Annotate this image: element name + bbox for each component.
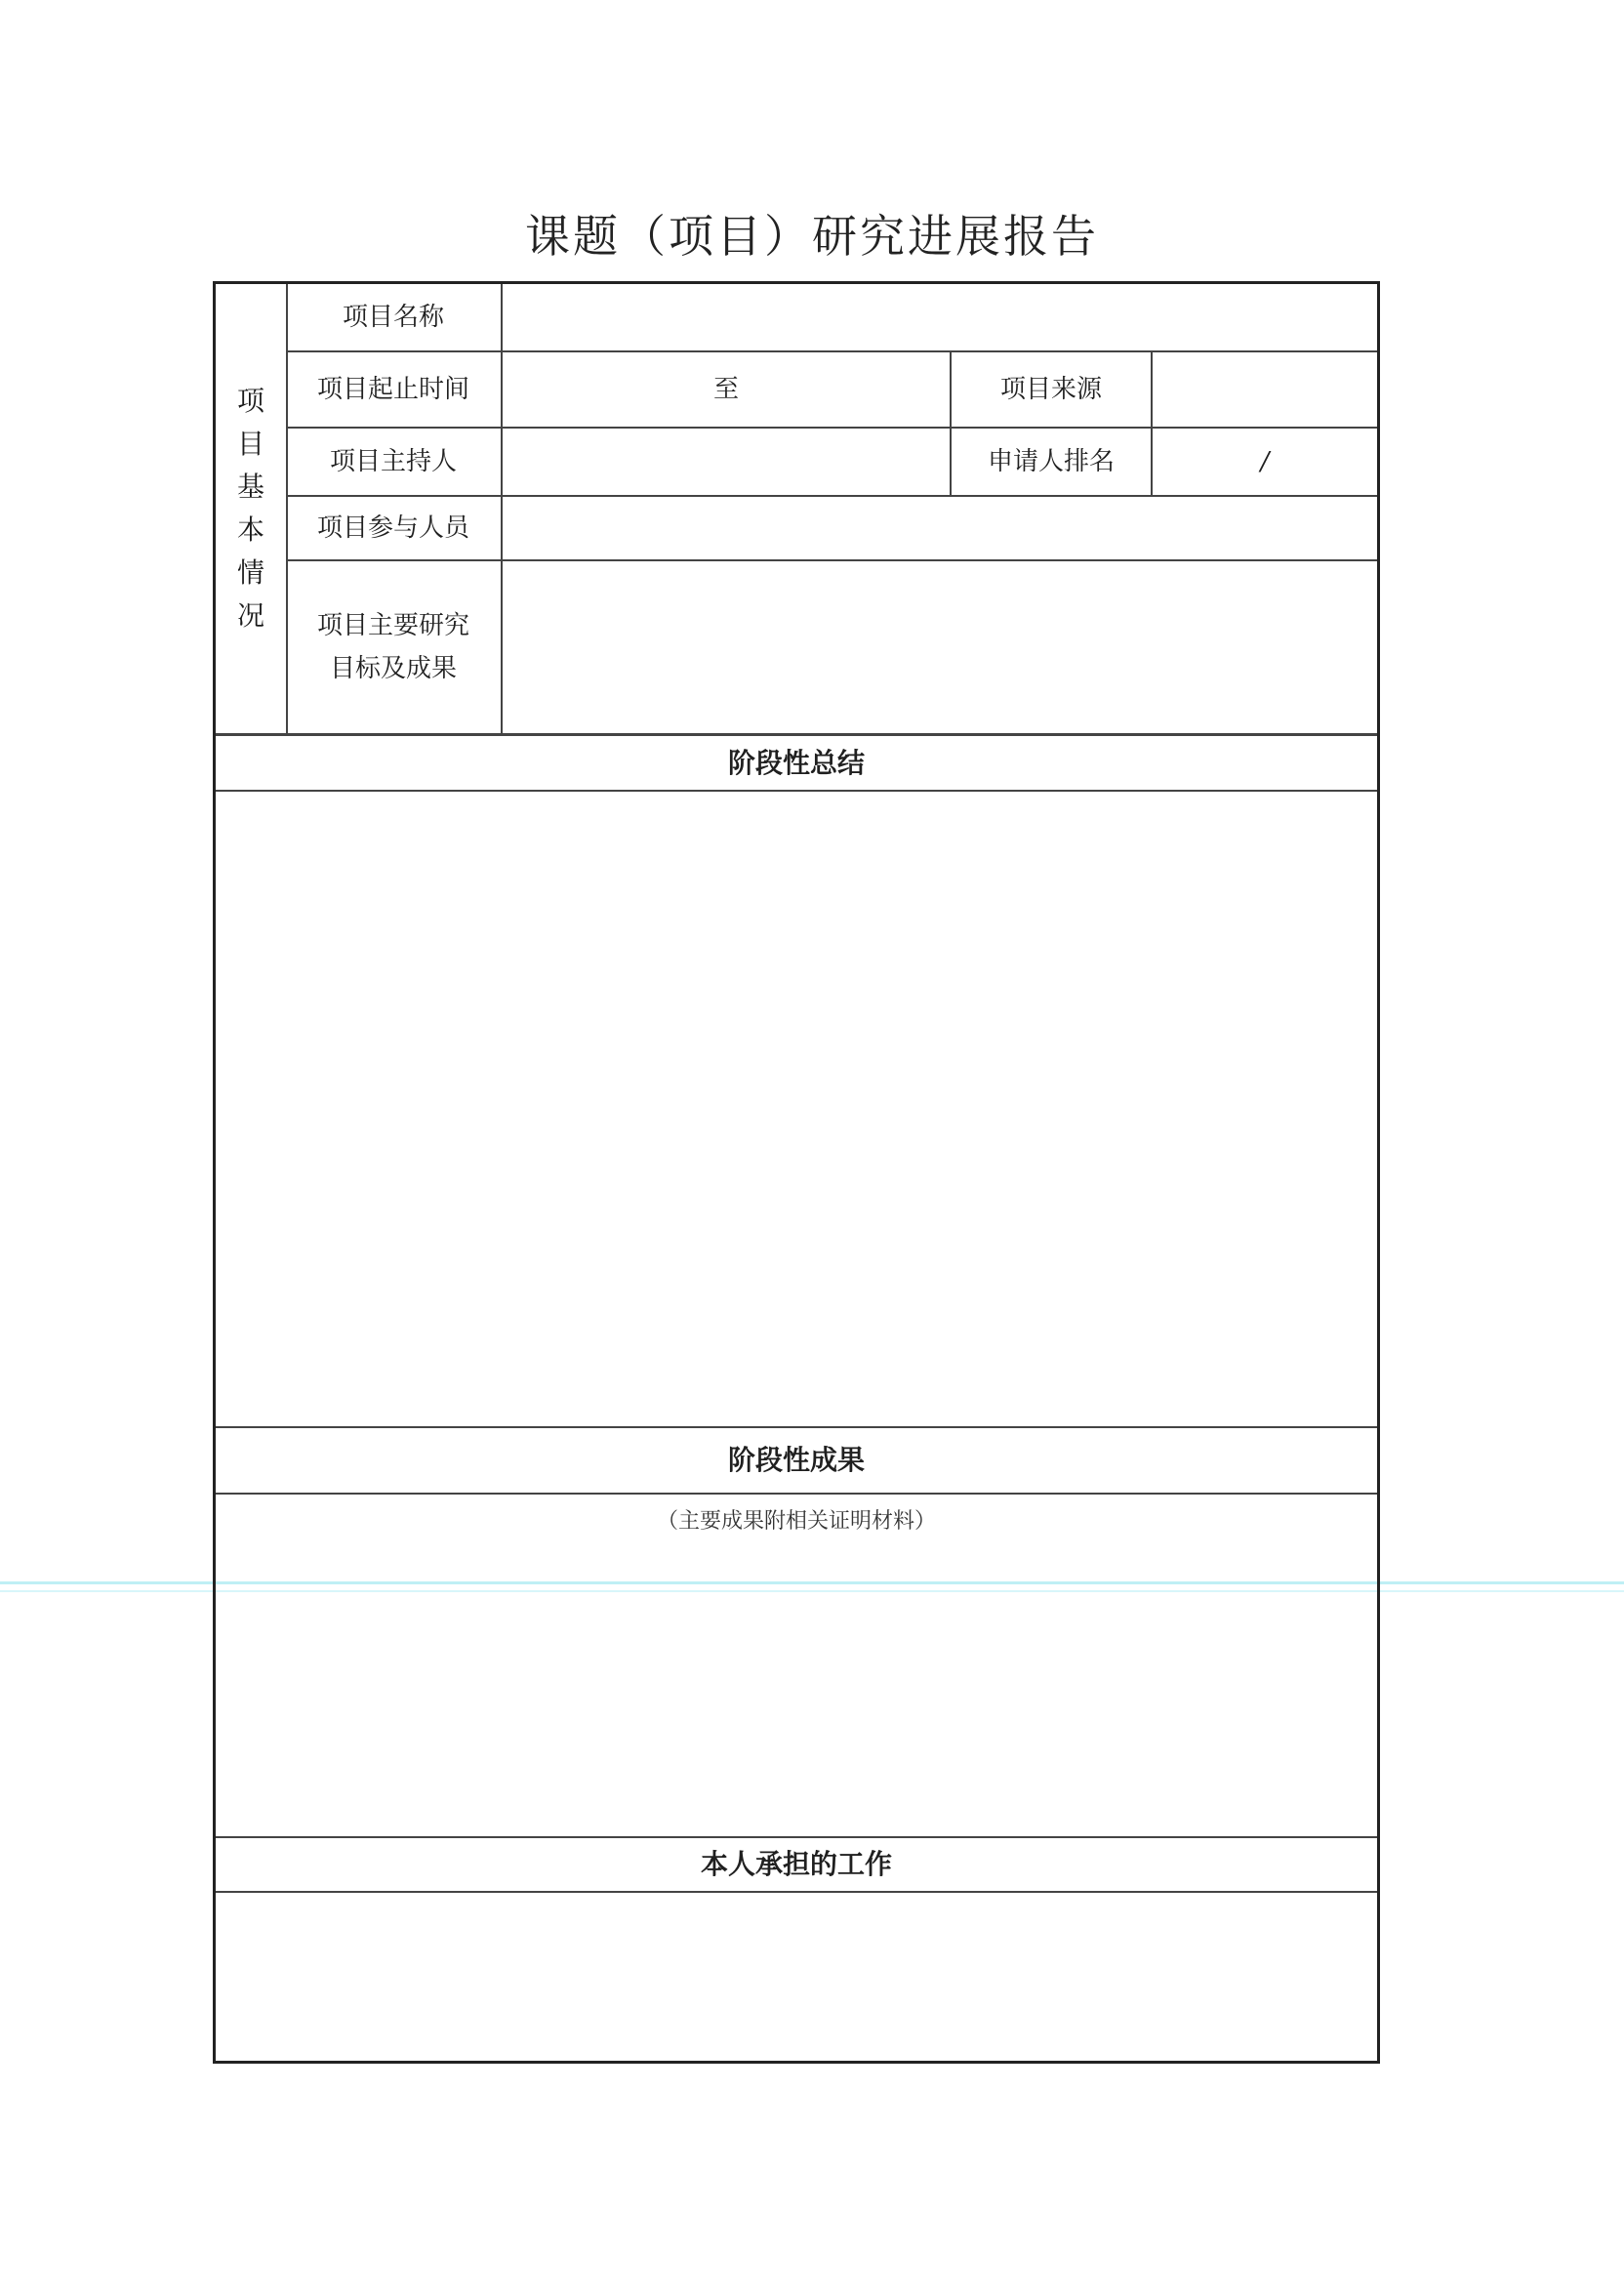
section-label-char: 目: [236, 428, 264, 460]
participants-label: 项目参与人员: [316, 513, 469, 543]
applicant-rank-label: 申请人排名: [987, 447, 1115, 476]
research-goals-label-line1: 项目主要研究: [316, 611, 469, 640]
research-goals-label: [286, 561, 501, 733]
participants-field[interactable]: [503, 497, 1377, 559]
section-label-char: 本: [236, 513, 264, 546]
my-work-field[interactable]: [216, 1893, 1377, 2061]
project-host-label: 项目主持人: [329, 447, 457, 476]
report-form: [213, 281, 1380, 2064]
section-label-char: 情: [236, 556, 264, 589]
research-goals-field[interactable]: [503, 561, 1377, 733]
applicant-rank-field[interactable]: /: [1260, 447, 1270, 476]
stage-results-note: （主要成果附相关证明材料）: [656, 1509, 936, 1534]
section-label-char: 项: [236, 385, 264, 417]
project-source-field[interactable]: [1153, 352, 1377, 427]
project-host-field[interactable]: [503, 429, 950, 495]
project-source-label: 项目来源: [999, 375, 1102, 404]
stage-results-heading: 阶段性成果: [727, 1444, 865, 1476]
project-period-label: 项目起止时间: [316, 375, 469, 404]
project-name-field[interactable]: [503, 284, 1377, 350]
basic-info-section-label: [216, 284, 286, 733]
section-label-char: 基: [236, 471, 264, 503]
divider: [216, 1493, 1377, 1495]
period-separator: 至: [712, 375, 739, 404]
research-goals-label-line2: 目标及成果: [329, 654, 457, 683]
page-title: 课题（项目）研究进展报告: [525, 210, 1099, 263]
stage-summary-heading: 阶段性总结: [727, 746, 865, 779]
section-label-char: 况: [236, 599, 264, 632]
project-period-field[interactable]: [503, 352, 950, 427]
stage-results-field[interactable]: [216, 1543, 1377, 1836]
stage-summary-field[interactable]: [216, 792, 1377, 1426]
my-work-heading: 本人承担的工作: [700, 1848, 892, 1880]
project-name-label: 项目名称: [342, 303, 444, 332]
